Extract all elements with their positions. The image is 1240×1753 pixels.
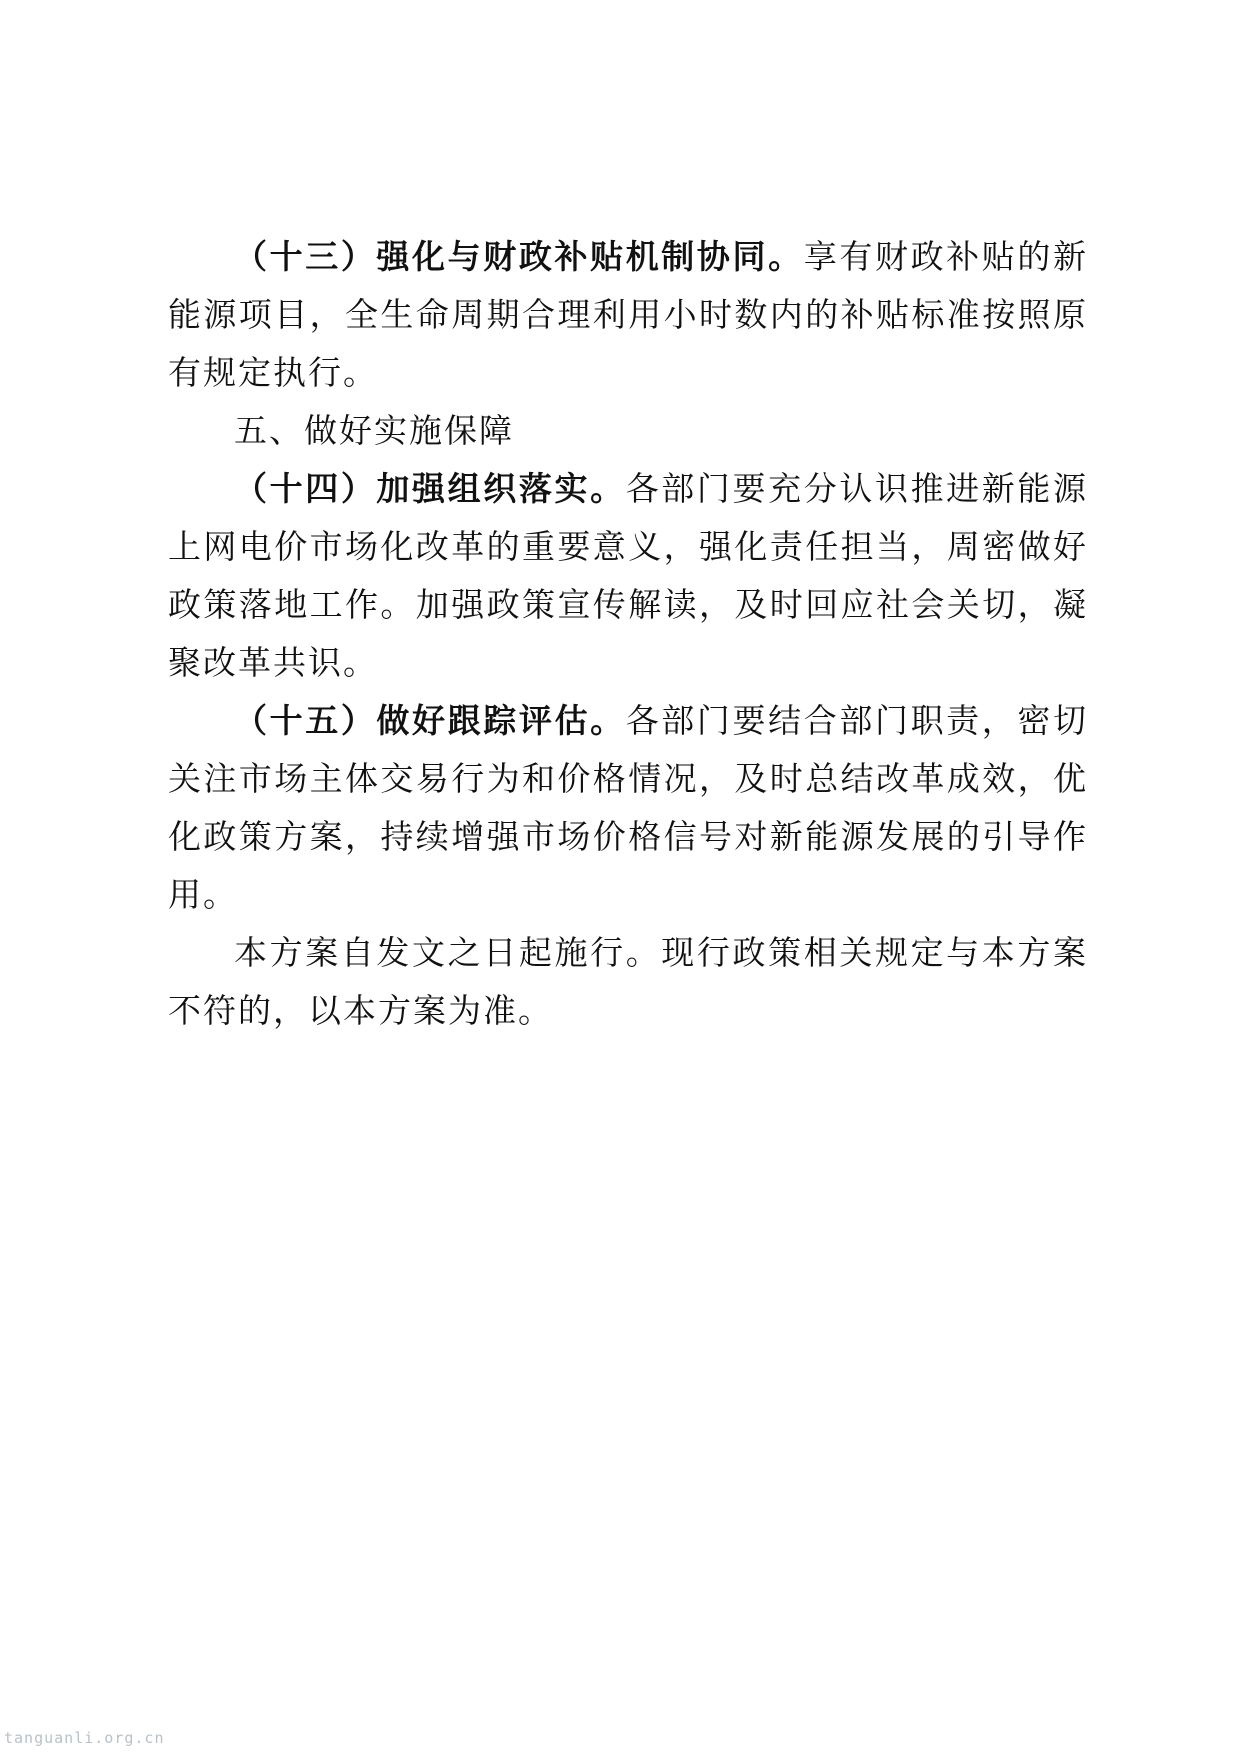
watermark: tanguanli.org.cn <box>4 1729 165 1747</box>
paragraph-15-lead: （十五）做好跟踪评估。 <box>234 701 626 740</box>
closing-paragraph: 本方案自发文之日起施行。现行政策相关规定与本方案不符的，以本方案为准。 <box>168 933 1088 1030</box>
paragraph-13 <box>168 228 1088 402</box>
paragraph-14-lead: （十四）加强组织落实。 <box>234 469 626 508</box>
section-5-heading: 五、做好实施保障 <box>234 411 514 450</box>
paragraph-15-body: 各部门要结合部门职责，密切关注市场主体交易行为和价格情况，及时总结改革成效，优化政策方案，持续增强市场价格信号对新能源发展的引导作用。 <box>168 701 1089 914</box>
paragraph-14 <box>168 460 1088 692</box>
paragraph-13-lead: （十三）强化与财政补贴机制协同。 <box>234 237 804 276</box>
document-body <box>168 228 1088 1040</box>
paragraph-14-body: 各部门要充分认识推进新能源上网电价市场化改革的重要意义，强化责任担当，周密做好政策落地工作。加强政策宣传解读，及时回应社会关切，凝聚改革共识。 <box>168 469 1089 682</box>
paragraph-13-body: 享有财政补贴的新能源项目，全生命周期合理利用小时数内的补贴标准按照原有规定执行。 <box>168 237 1089 392</box>
paragraph-15 <box>168 692 1088 924</box>
